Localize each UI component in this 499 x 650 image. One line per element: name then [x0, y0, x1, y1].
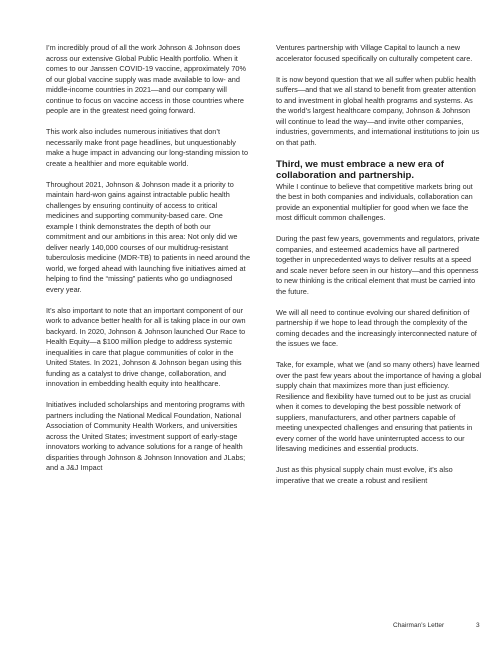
footer-section-label: Chairman’s Letter	[393, 622, 445, 629]
body-paragraph: This work also includes numerous initiatives that don’t necessarily make front page headlines, but unquestionably make a huge impact in advancing our long-standing mission to create a healthier and more equitable world.	[46, 127, 248, 168]
body-paragraph: During the past few years, governments and regulators, private companies, and esteemed academics have all partnered together in unprecedented ways to deliver results at a speed and scale never before seen in our history—and this openness to new thinking is the critical element that must be carried into the future.	[276, 234, 480, 296]
body-paragraph: Throughout 2021, Johnson & Johnson made it a priority to maintain hard-won gains against intractable public health challenges by ensuring continuity of access to critical medicines and supporting community-based care. One example I think demonstrates the depth of both our commitment and our ambitions in this area: Not only did we deliver nearly 140,000 courses of our multidrug-resistant tuberculosis medicine (MDR-TB) to patients in need around the world, we forged ahead with launching five initiatives aimed at helping to find the “missing” patients who go undiagnosed every year.	[46, 179, 251, 294]
body-paragraph: Initiatives included scholarships and mentoring programs with partners including the National Medical Foundation, National Association of Community Health Workers, and universities across the United States; investment support of early-stage innovators working to advance solutions for a range of health disparities through Johnson & Johnson Innovation and JLabs; and a J&J Impact	[46, 400, 246, 472]
body-paragraph: We will all need to continue evolving our shared definition of partnership if we hope to lead through the complexity of the coming decades and the increasingly interconnected nature of the issues we face.	[276, 307, 477, 348]
right-column	[276, 43, 482, 497]
body-paragraph: I’m incredibly proud of all the work Johnson & Johnson does across our extensive Global Public Health portfolio. When it comes to our Janssen COVID-19 vaccine, approximately 70% of our global vaccine supply was made available to low- and middle-income countries in 2021—and our company will continue to focus on vaccine access in those countries where people are in the greatest need going forward.	[46, 43, 246, 115]
body-paragraph: It is now beyond question that we all suffer when public health suffers—and that we all stand to benefit from greater attention to and investment in global health programs and systems. As the world’s largest healthcare company, Johnson & Johnson will continue to lead the way—and invite other companies, industries, governments, and international institutions to join us on that path.	[276, 74, 480, 147]
body-paragraph: While I continue to believe that competitive markets bring out the best in both companies and individuals, collaboration can provide an exponential multiplier for good when we face the most difficult common challenges.	[276, 181, 473, 222]
left-column	[46, 43, 250, 484]
body-paragraph: Just as this physical supply chain must evolve, it’s also imperative that we create a robust and resilient	[276, 465, 453, 485]
body-paragraph: Take, for example, what we (and so many others) have learned over the past few years about the importance of having a global supply chain that maximizes more than just efficiency. Resilience and flexibility have turned out to be just as crucial when it comes to developing the best possible network of suppliers, manufacturers, and other partners capable of meeting unexpected challenges and ensuring that patients in every corner of the world have uninterrupted access to our lifesaving medicines and essential products.	[276, 360, 482, 453]
body-paragraph: It’s also important to note that an important component of our work to advance better health for all is taking place in our own backyard. In 2020, Johnson & Johnson launched Our Race to Health Equity—a $100 million pledge to address systemic inequalities in care that plague communities of color in the United States. In 2021, Johnson & Johnson began using this funding as a catalyst to drive change, collaboration, and innovation in embedding health equity into healthcare.	[46, 305, 246, 388]
section-heading: Third, we must embrace a new era of collaboration and partnership.	[276, 158, 444, 181]
body-paragraph: Ventures partnership with Village Capital to launch a new accelerator focused specifically on culturally competent care.	[276, 43, 473, 63]
page-number: 3	[476, 622, 480, 629]
